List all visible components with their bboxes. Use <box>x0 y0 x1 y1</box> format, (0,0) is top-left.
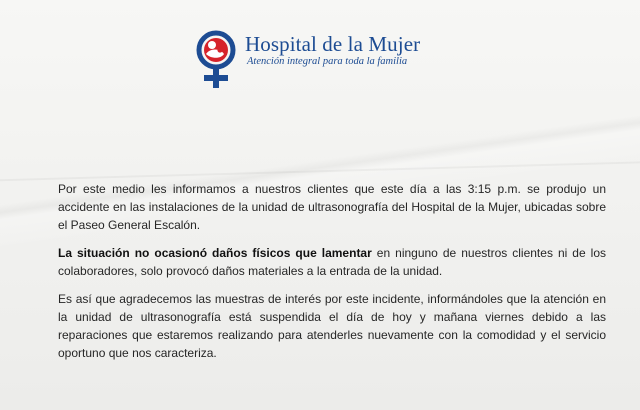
letter-body <box>58 180 606 372</box>
paragraph-1: Por este medio les informamos a nuestros clientes que este día a las 3:15 p.m. se produjo un accidente en las instalaciones de la unidad de ultrasonografía del Hospital de la Mujer, ubicadas sobre el Paseo General Escalón. <box>58 182 606 232</box>
letterhead <box>192 28 432 94</box>
paper-fold <box>0 161 640 182</box>
hospital-tagline: Atención integral para toda la familia <box>247 56 408 67</box>
female-symbol-mother-child-icon <box>192 28 242 92</box>
hospital-name: Hospital de la Mujer <box>245 32 421 56</box>
paragraph-2 <box>58 244 606 280</box>
paragraph-2-bold: La situación no ocasionó daños físicos que lamentar <box>58 246 372 260</box>
paragraph-2-rest: en ninguno de nuestros clientes ni de los colaboradores, solo provocó daños materiales a la entrada de la unidad. <box>58 246 606 278</box>
paragraph-3: Es así que agradecemos las muestras de interés por este incidente, informándoles que la atención en la unidad de ultrasonografía está suspendida el día de hoy y mañana viernes debido a las reparaciones que estaremos realizando para atenderles nuevamente con la comodidad y el servicio oportuno que nos caracteriza. <box>58 292 606 360</box>
